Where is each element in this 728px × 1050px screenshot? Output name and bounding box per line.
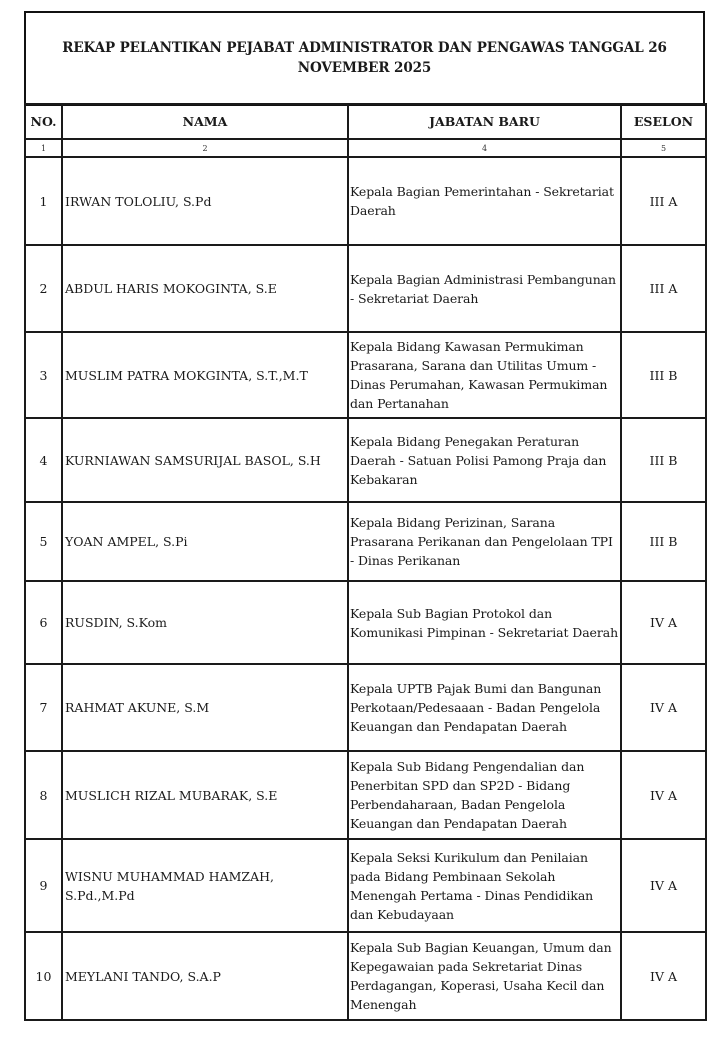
cell-no: 10	[25, 932, 62, 1020]
rekap-table	[24, 103, 707, 1021]
cell-jabatan: Kepala Sub Bidang Pengendalian dan Penerbitan SPD dan SP2D - Bidang Perbendaharaan, Badan Pengelola Keuangan dan Pendapatan Daerah	[348, 751, 621, 839]
cell-nama: RUSDIN, S.Kom	[62, 581, 348, 664]
cell-eselon: III A	[621, 245, 706, 332]
cell-jabatan: Kepala Bidang Kawasan Permukiman Prasarana, Sarana dan Utilitas Umum - Dinas Perumahan, Kawasan Permukiman dan Pertanahan	[348, 332, 621, 418]
table-row	[25, 664, 706, 751]
table-row	[25, 581, 706, 664]
column-number-eselon: 5	[621, 139, 706, 157]
cell-eselon: III A	[621, 157, 706, 245]
column-number-no: 1	[25, 139, 62, 157]
header-nama: NAMA	[62, 104, 348, 139]
cell-jabatan: Kepala Bagian Administrasi Pembangunan - Sekretariat Daerah	[348, 245, 621, 332]
cell-jabatan: Kepala Bidang Penegakan Peraturan Daerah - Satuan Polisi Pamong Praja dan Kebakaran	[348, 418, 621, 502]
cell-nama: YOAN AMPEL, S.Pi	[62, 502, 348, 581]
cell-no: 1	[25, 157, 62, 245]
cell-jabatan: Kepala UPTB Pajak Bumi dan Bangunan Perkotaan/Pedesaaan - Badan Pengelola Keuangan dan Pendapatan Daerah	[348, 664, 621, 751]
cell-jabatan: Kepala Sub Bagian Keuangan, Umum dan Kepegawaian pada Sekretariat Dinas Perdagangan, Koperasi, Usaha Kecil dan Menengah	[348, 932, 621, 1020]
header-row	[25, 104, 706, 139]
cell-nama: MUSLIM PATRA MOKGINTA, S.T.,M.T	[62, 332, 348, 418]
cell-jabatan: Kepala Sub Bagian Protokol dan Komunikasi Pimpinan - Sekretariat Daerah	[348, 581, 621, 664]
table-row	[25, 839, 706, 932]
table-row	[25, 502, 706, 581]
cell-eselon: III B	[621, 502, 706, 581]
cell-nama: KURNIAWAN SAMSURIJAL BASOL, S.H	[62, 418, 348, 502]
cell-no: 7	[25, 664, 62, 751]
header-jabatan: JABATAN BARU	[348, 104, 621, 139]
cell-eselon: III B	[621, 418, 706, 502]
document-title-box	[24, 11, 705, 106]
column-number-jabatan: 4	[348, 139, 621, 157]
column-number-row	[25, 139, 706, 157]
cell-no: 8	[25, 751, 62, 839]
cell-jabatan: Kepala Bidang Perizinan, Sarana Prasarana Perikanan dan Pengelolaan TPI - Dinas Perikanan	[348, 502, 621, 581]
cell-nama: ABDUL HARIS MOKOGINTA, S.E	[62, 245, 348, 332]
table-row	[25, 157, 706, 245]
cell-eselon: IV A	[621, 932, 706, 1020]
cell-nama: IRWAN TOLOLIU, S.Pd	[62, 157, 348, 245]
cell-jabatan: Kepala Seksi Kurikulum dan Penilaian pada Bidang Pembinaan Sekolah Menengah Pertama - Dinas Pendidikan dan Kebudayaan	[348, 839, 621, 932]
cell-nama: MEYLANI TANDO, S.A.P	[62, 932, 348, 1020]
cell-no: 5	[25, 502, 62, 581]
cell-no: 3	[25, 332, 62, 418]
table-row	[25, 932, 706, 1020]
cell-eselon: IV A	[621, 664, 706, 751]
table-row	[25, 245, 706, 332]
header-no: NO.	[25, 104, 62, 139]
cell-eselon: IV A	[621, 839, 706, 932]
cell-nama: RAHMAT AKUNE, S.M	[62, 664, 348, 751]
document-title: REKAP PELANTIKAN PEJABAT ADMINISTRATOR DAN PENGAWAS TANGGAL 26 NOVEMBER 2025	[62, 40, 667, 76]
cell-eselon: III B	[621, 332, 706, 418]
cell-eselon: IV A	[621, 751, 706, 839]
table-row	[25, 332, 706, 418]
header-eselon: ESELON	[621, 104, 706, 139]
cell-no: 9	[25, 839, 62, 932]
table-row	[25, 751, 706, 839]
cell-nama: MUSLICH RIZAL MUBARAK, S.E	[62, 751, 348, 839]
cell-no: 2	[25, 245, 62, 332]
cell-nama: WISNU MUHAMMAD HAMZAH, S.Pd.,M.Pd	[62, 839, 348, 932]
cell-no: 4	[25, 418, 62, 502]
table-row	[25, 418, 706, 502]
cell-no: 6	[25, 581, 62, 664]
cell-jabatan: Kepala Bagian Pemerintahan - Sekretariat Daerah	[348, 157, 621, 245]
column-number-nama: 2	[62, 139, 348, 157]
cell-eselon: IV A	[621, 581, 706, 664]
